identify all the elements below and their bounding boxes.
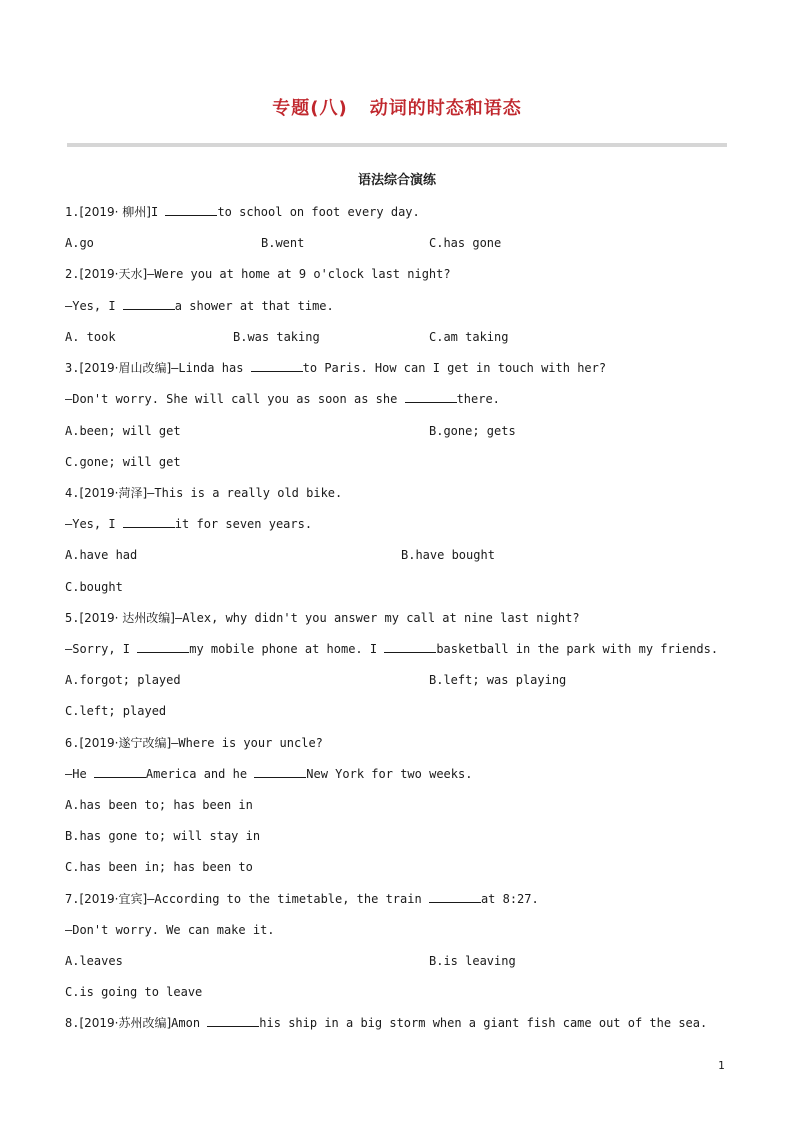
q7-option-b[interactable]: B.is leaving — [429, 954, 516, 968]
question-source: [2019·菏泽] — [79, 486, 148, 500]
answer-blank[interactable] — [254, 766, 306, 778]
title-topic: 专题(八) — [272, 98, 348, 119]
question-source: [2019·苏州改编] — [79, 1016, 172, 1030]
q7-option-a[interactable]: A.leaves — [65, 954, 123, 968]
answer-blank[interactable] — [137, 641, 189, 653]
question-4-reply: —Yes, I it for seven years. — [65, 517, 313, 531]
q2-option-a[interactable]: A. took — [65, 330, 116, 344]
question-6: 6.[2019·遂宁改编]—Where is your uncle? — [65, 736, 323, 750]
answer-blank[interactable] — [123, 516, 175, 528]
question-4: 4.[2019·菏泽]—This is a really old bike. — [65, 486, 343, 500]
q1-option-c[interactable]: C.has gone — [429, 236, 502, 250]
question-source: [2019·眉山改编] — [79, 361, 172, 375]
question-2-reply: —Yes, I a shower at that time. — [65, 299, 334, 313]
answer-blank[interactable] — [384, 641, 436, 653]
question-8: 8.[2019·苏州改编]Amon his ship in a big storm when a giant fish came out of the sea. — [65, 1016, 708, 1030]
page-number: 1 — [718, 1059, 725, 1072]
q2-option-c[interactable]: C.am taking — [429, 330, 509, 344]
question-1: 1.[2019· 柳州]I to school on foot every day. — [65, 205, 420, 219]
question-5-reply: —Sorry, I my mobile phone at home. I basketball in the park with my friends. — [65, 642, 719, 656]
question-source: [2019·天水] — [79, 267, 148, 281]
q5-option-a[interactable]: A.forgot; played — [65, 673, 181, 687]
q6-option-c[interactable]: C.has been in; has been to — [65, 860, 253, 874]
title-subject: 动词的时态和语态 — [369, 98, 522, 119]
q1-option-b[interactable]: B.went — [261, 236, 305, 250]
question-source: [2019·宜宾] — [79, 892, 148, 906]
q4-option-c[interactable]: C.bought — [65, 580, 123, 594]
q3-option-c[interactable]: C.gone; will get — [65, 455, 181, 469]
q6-option-b[interactable]: B.has gone to; will stay in — [65, 829, 261, 843]
q3-option-b[interactable]: B.gone; gets — [429, 424, 516, 438]
section-subtitle: 语法综合演练 — [357, 173, 436, 188]
question-source: [2019· 达州改编] — [79, 611, 175, 625]
question-3-reply: —Don't worry. She will call you as soon as she there. — [65, 392, 500, 406]
q2-option-b[interactable]: B.was taking — [233, 330, 320, 344]
question-source: [2019· 柳州] — [79, 205, 151, 219]
question-5: 5.[2019· 达州改编]—Alex, why didn't you answer my call at nine last night? — [65, 611, 580, 625]
question-6-reply: —He America and he New York for two weeks. — [65, 767, 473, 781]
q3-option-a[interactable]: A.been; will get — [65, 424, 181, 438]
q4-option-a[interactable]: A.have had — [65, 548, 138, 562]
question-3: 3.[2019·眉山改编]—Linda has to Paris. How can I get in touch with her? — [65, 361, 607, 375]
answer-blank[interactable] — [94, 766, 146, 778]
q6-option-a[interactable]: A.has been to; has been in — [65, 798, 253, 812]
question-source: [2019·遂宁改编] — [79, 736, 172, 750]
q4-option-b[interactable]: B.have bought — [401, 548, 495, 562]
question-7-reply: —Don't worry. We can make it. — [65, 923, 275, 937]
page-title — [0, 94, 794, 120]
q5-option-b[interactable]: B.left; was playing — [429, 673, 567, 687]
answer-blank[interactable] — [251, 360, 303, 372]
question-2: 2.[2019·天水]—Were you at home at 9 o'clock last night? — [65, 267, 451, 281]
q5-option-c[interactable]: C.left; played — [65, 704, 167, 718]
question-7: 7.[2019·宜宾]—According to the timetable, the train at 8:27. — [65, 892, 539, 906]
q1-option-a[interactable]: A.go — [65, 236, 94, 250]
answer-blank[interactable] — [207, 1015, 259, 1027]
title-divider — [67, 143, 727, 147]
answer-blank[interactable] — [165, 204, 217, 216]
answer-blank[interactable] — [405, 391, 457, 403]
q7-option-c[interactable]: C.is going to leave — [65, 985, 203, 999]
answer-blank[interactable] — [429, 891, 481, 903]
answer-blank[interactable] — [123, 298, 175, 310]
